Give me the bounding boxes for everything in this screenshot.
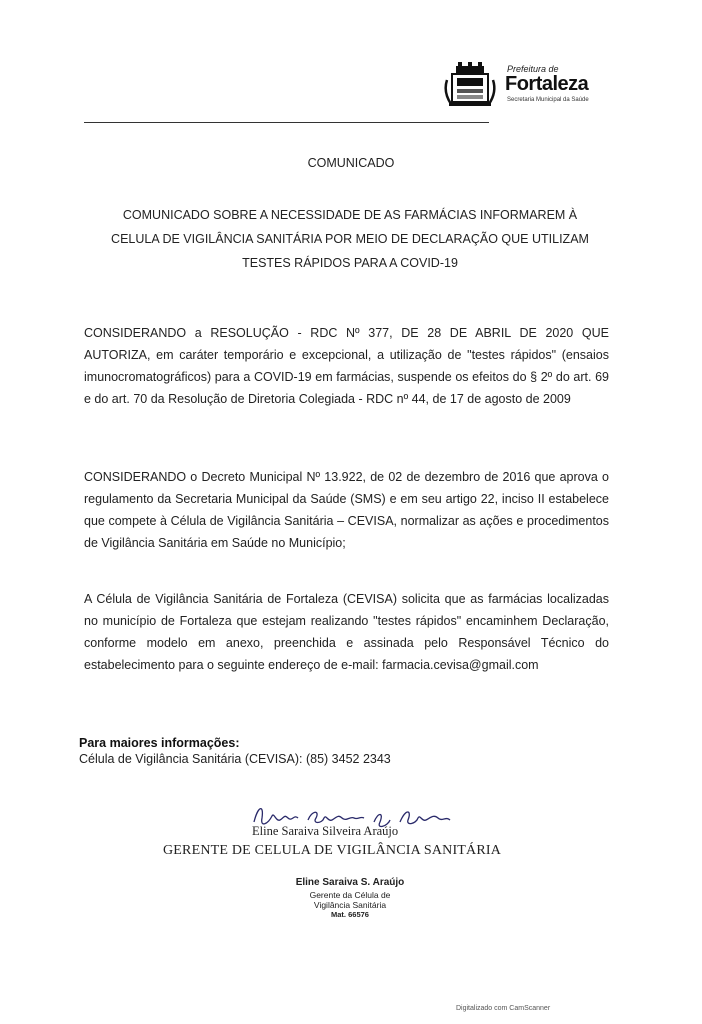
subtitle-line: COMUNICADO SOBRE A NECESSIDADE DE AS FARMÁCIAS INFORMAREM À (122, 208, 578, 222)
subtitle-line: TESTES RÁPIDOS PARA A COVID-19 (242, 256, 458, 270)
paragraph-considerando-decreto: CONSIDERANDO o Decreto Municipal Nº 13.922, de 02 de dezembro de 2016 que aprova o regulamento da Secretaria Municipal da Saúde (SMS) e em seu artigo 22, inciso II estabelece que compete à Célula de Vigilância Sanitária – CEVISA, normalizar as ações e procedimentos de Vigilância Sanitária em Saúde no Município; (84, 470, 609, 550)
document-title: COMUNICADO (307, 156, 395, 170)
signatory-role: GERENTE DE CELULA DE VIGILÂNCIA SANITÁRIA (163, 843, 502, 858)
logo-prefix: Prefeitura de (507, 64, 559, 74)
official-stamp (250, 876, 450, 920)
prefeitura-logo (443, 60, 623, 110)
logo-city-name: Fortaleza (505, 73, 589, 95)
document-subtitle (70, 203, 630, 275)
stamp-role-line: Vigilância Sanitária (313, 900, 387, 910)
info-contact: Célula de Vigilância Sanitária (CEVISA): (85) 3452 2343 (79, 752, 391, 766)
paragraph-solicitacao: A Célula de Vigilância Sanitária de Fortaleza (CEVISA) solicita que as farmácias localizadas no município de Fortaleza que estejam realizando "testes rápidos" encaminhem Declaração, conforme modelo em anexo, preenchida e assinada pelo Responsável Técnico do estabelecimento para o seguinte endereço de e-mail: farmacia.cevisa@gmail.com (84, 592, 609, 672)
signatory-typed-name: Eline Saraiva Silveira Araújo (252, 824, 399, 838)
subtitle-line: CELULA DE VIGILÂNCIA SANITÁRIA POR MEIO DE DECLARAÇÃO QUE UTILIZAM (111, 232, 589, 246)
scanner-watermark: Digitalizado com CamScanner (456, 1005, 551, 1012)
city-emblem-icon (443, 60, 499, 108)
header-divider (84, 122, 489, 123)
logo-department: Secretaria Municipal da Saúde (507, 97, 589, 103)
stamp-name: Eline Saraiva S. Araújo (295, 877, 405, 888)
paragraph-considerando-rdc: CONSIDERANDO a RESOLUÇÃO - RDC Nº 377, DE 28 DE ABRIL DE 2020 QUE AUTORIZA, em caráter temporário e excepcional, a utilização de "testes rápidos" (ensaios imunocromatográficos) para a COVID-19 em farmácias, suspende os efeitos do § 2º do art. 69 e do art. 70 da Resolução de Diretoria Colegiada - RDC nº 44, de 17 de agosto de 2009 (84, 326, 609, 406)
stamp-role-line: Gerente da Célula de (309, 890, 391, 900)
info-title: Para maiores informações: (79, 736, 240, 750)
stamp-registration: Mat. 66576 (331, 910, 369, 919)
